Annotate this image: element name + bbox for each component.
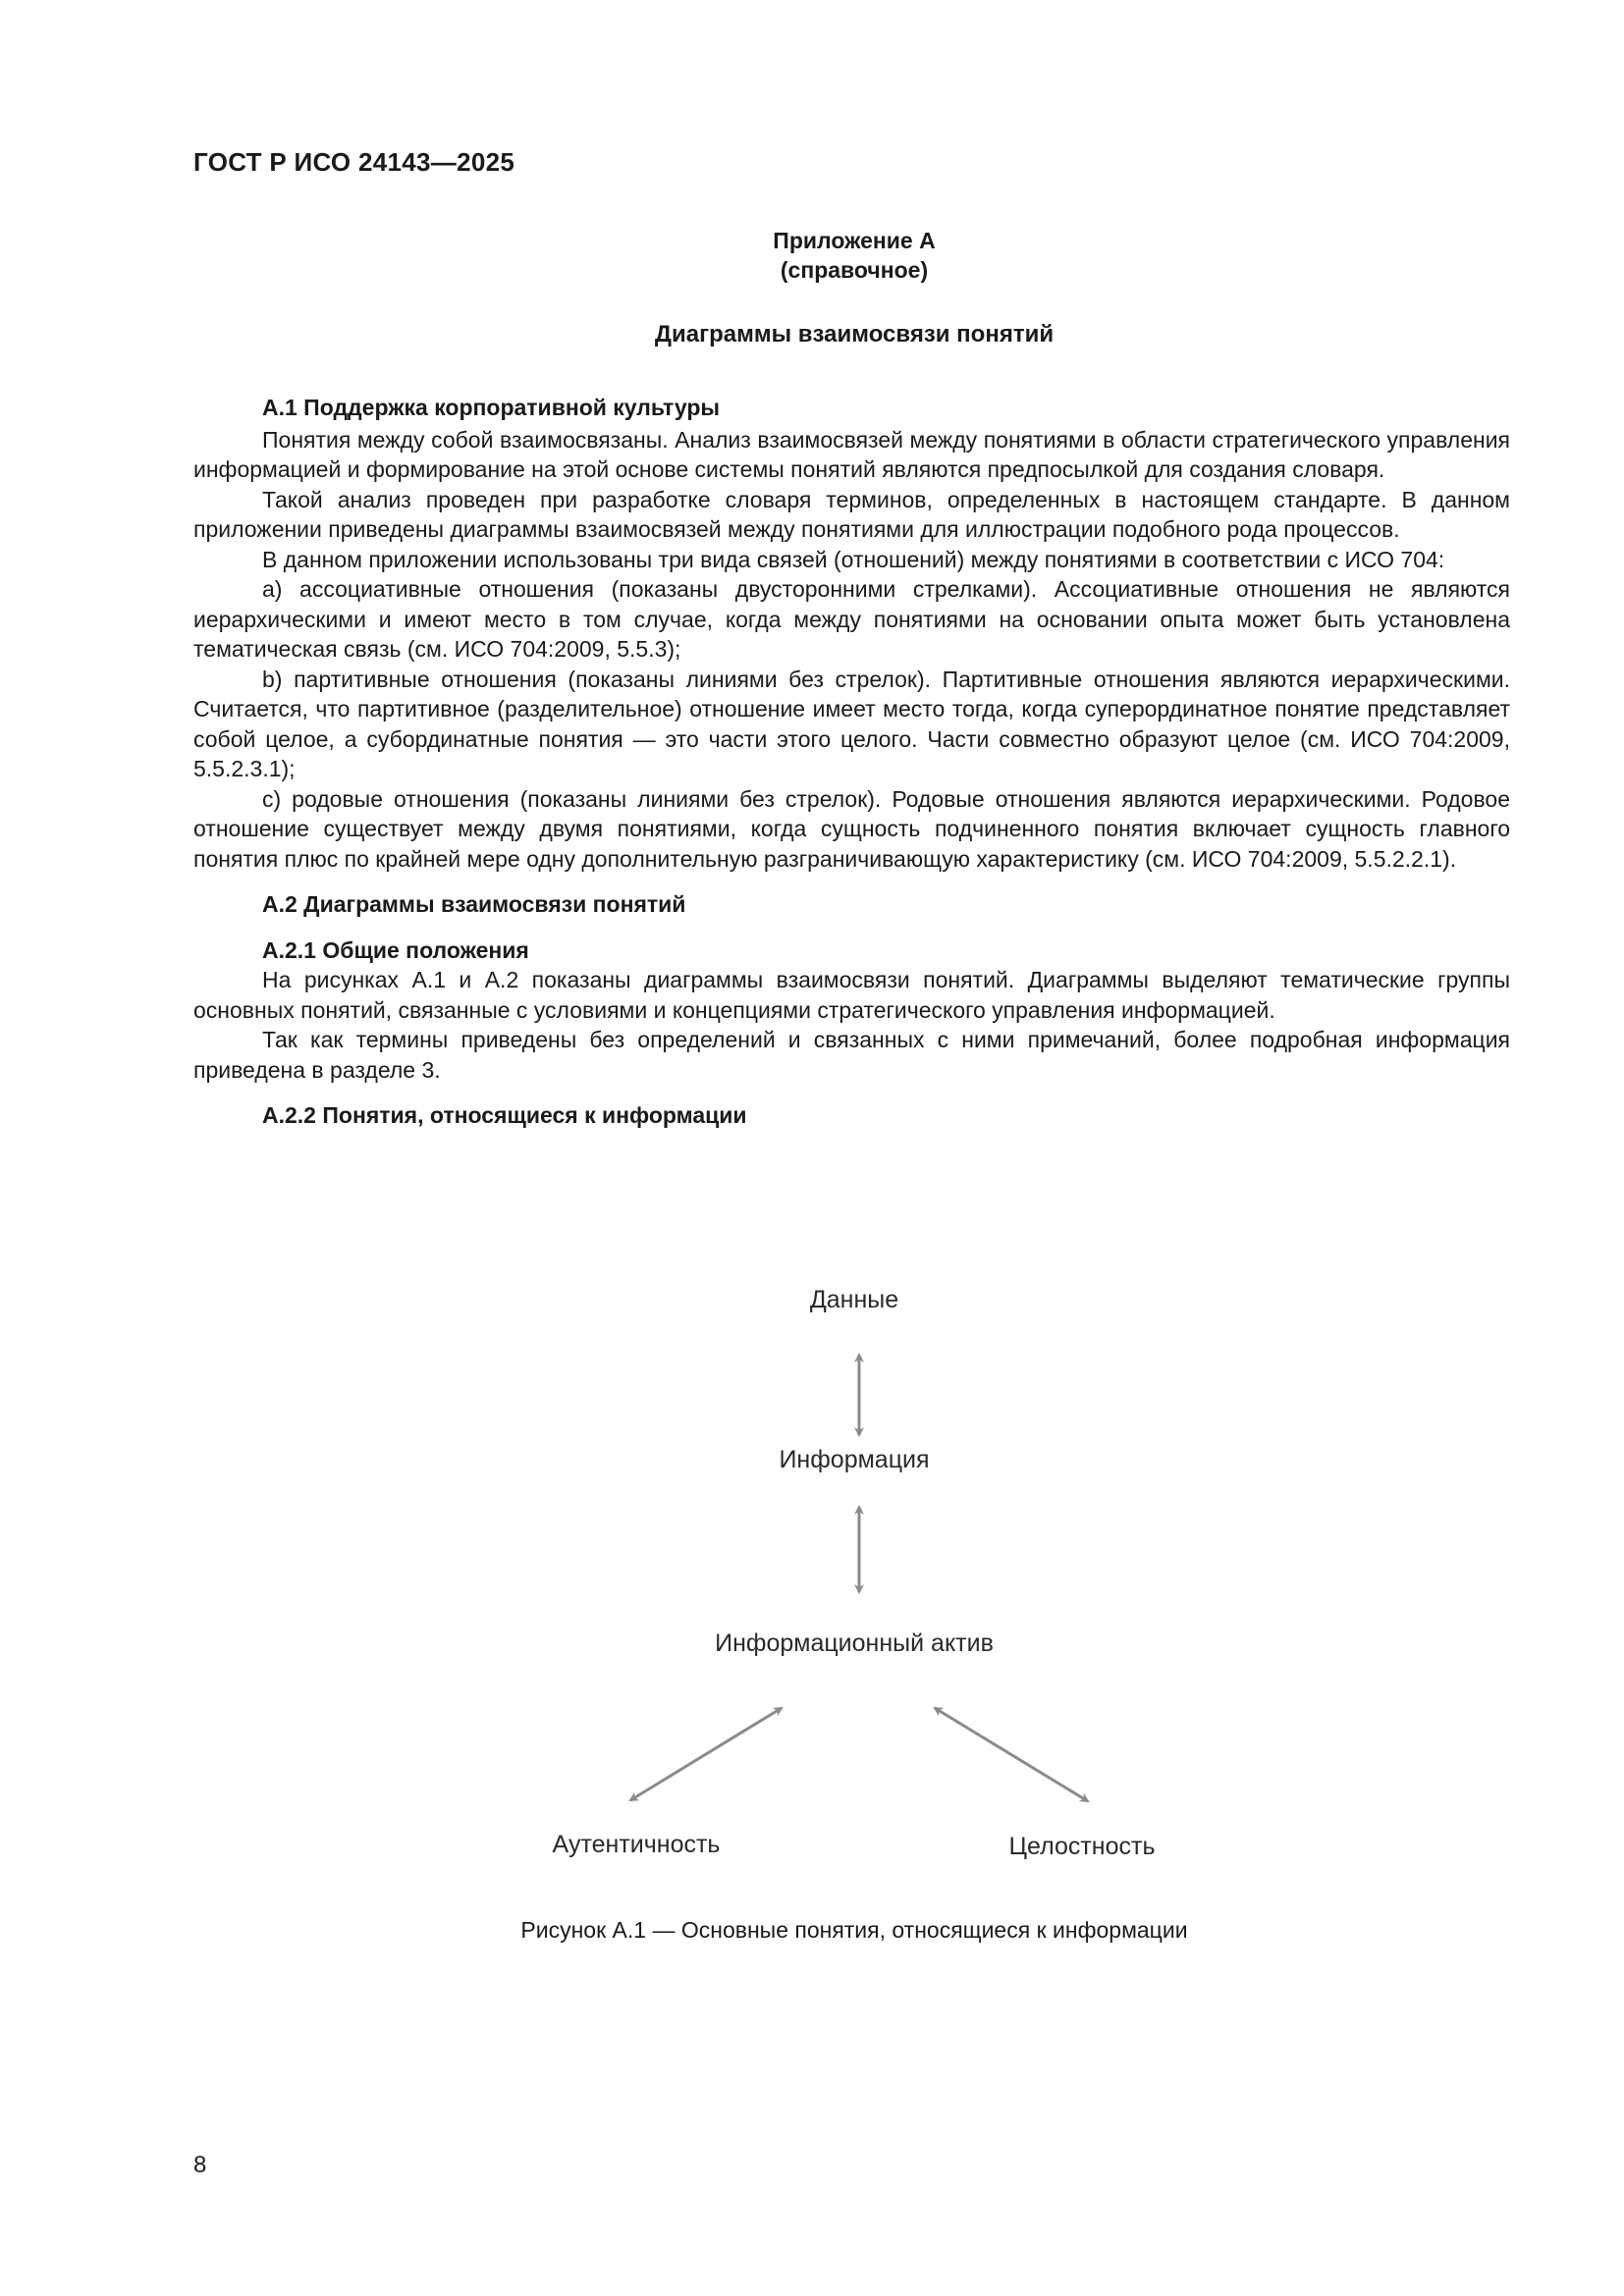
arrow-asset-authenticity xyxy=(630,1708,782,1800)
a1-heading: А.1 Поддержка корпоративной культуры xyxy=(262,395,721,420)
a1-paragraph-2: Такой анализ проведен при разработке словаря терминов, определенных в настоящем стандарте. В данном приложении приведены диаграммы взаимосвязей между понятиями для иллюстрации подобного рода процессов. xyxy=(193,486,1510,542)
arrow-asset-integrity xyxy=(935,1708,1088,1801)
figure-caption: Рисунок А.1 — Основные понятия, относящиеся к информации xyxy=(520,1917,1188,1943)
a2-heading: А.2 Диаграммы взаимосвязи понятий xyxy=(262,891,686,917)
node-authenticity: Аутентичность xyxy=(552,1831,721,1858)
page-number: 8 xyxy=(193,2152,207,2178)
document-header: ГОСТ Р ИСО 24143—2025 xyxy=(193,147,515,177)
a1-list-item-a: a) ассоциативные отношения (показаны двусторонними стрелками). Ассоциативные отношения не являются иерархическими и имеют место в том случае, когда между понятиями на основании опыта может быть установлена тематическая связь (см. ИСО 704:2009, 5.5.3); xyxy=(193,576,1510,662)
body-text xyxy=(193,393,1510,1131)
a1-paragraph-3: В данном приложении использованы три вида связей (отношений) между понятиями в соответствии с ИСО 704: xyxy=(262,546,1445,572)
a1-list-item-c: c) родовые отношения (показаны линиями без стрелок). Родовые отношения являются иерархическими. Родовое отношение существует между двумя понятиями, когда сущность подчиненного понятия включает сущность главного понятия плюс по крайней мере одну дополнительную разграничивающую характеристику (см. ИСО 704:2009, 5.5.2.2.1). xyxy=(193,785,1510,872)
section-title: Диаграммы взаимосвязи понятий xyxy=(654,321,1055,347)
node-information: Информация xyxy=(779,1446,930,1473)
node-information-asset: Информационный актив xyxy=(715,1629,994,1657)
node-data: Данные xyxy=(809,1286,899,1313)
node-integrity: Целостность xyxy=(1008,1833,1156,1860)
annex-type: (справочное) xyxy=(780,257,929,283)
a21-heading: А.2.1 Общие положения xyxy=(262,936,529,963)
a22-heading: А.2.2 Понятия, относящиеся к информации xyxy=(262,1102,747,1128)
a21-paragraph-2: Так как термины приведены без определений и связанных с ними примечаний, более подробная информация приведена в разделе 3. xyxy=(193,1027,1510,1083)
concept-diagram xyxy=(0,1266,1624,1934)
annex-title: Приложение А xyxy=(773,228,936,253)
a1-list-item-b: b) партитивные отношения (показаны линиями без стрелок). Партитивные отношения являются иерархическими. Считается, что партитивное (разделительное) отношение имеет место тогда, когда суперординатное понятие представляет собой целое, а субординатные понятия — это части этого целого. Части совместно образуют целое (см. ИСО 704:2009, 5.5.2.3.1); xyxy=(193,666,1510,781)
a21-paragraph-1: На рисунках А.1 и А.2 показаны диаграммы взаимосвязи понятий. Диаграммы выделяют тематические группы основных понятий, связанные с условиями и концепциями стратегического управления информацией. xyxy=(193,967,1510,1023)
diagram-arrows xyxy=(0,1266,1624,1934)
a1-paragraph-1: Понятия между собой взаимосвязаны. Анализ взаимосвязей между понятиями в области стратегического управления информацией и формирование на этой основе системы понятий являются предпосылкой для создания словаря. xyxy=(193,426,1510,482)
